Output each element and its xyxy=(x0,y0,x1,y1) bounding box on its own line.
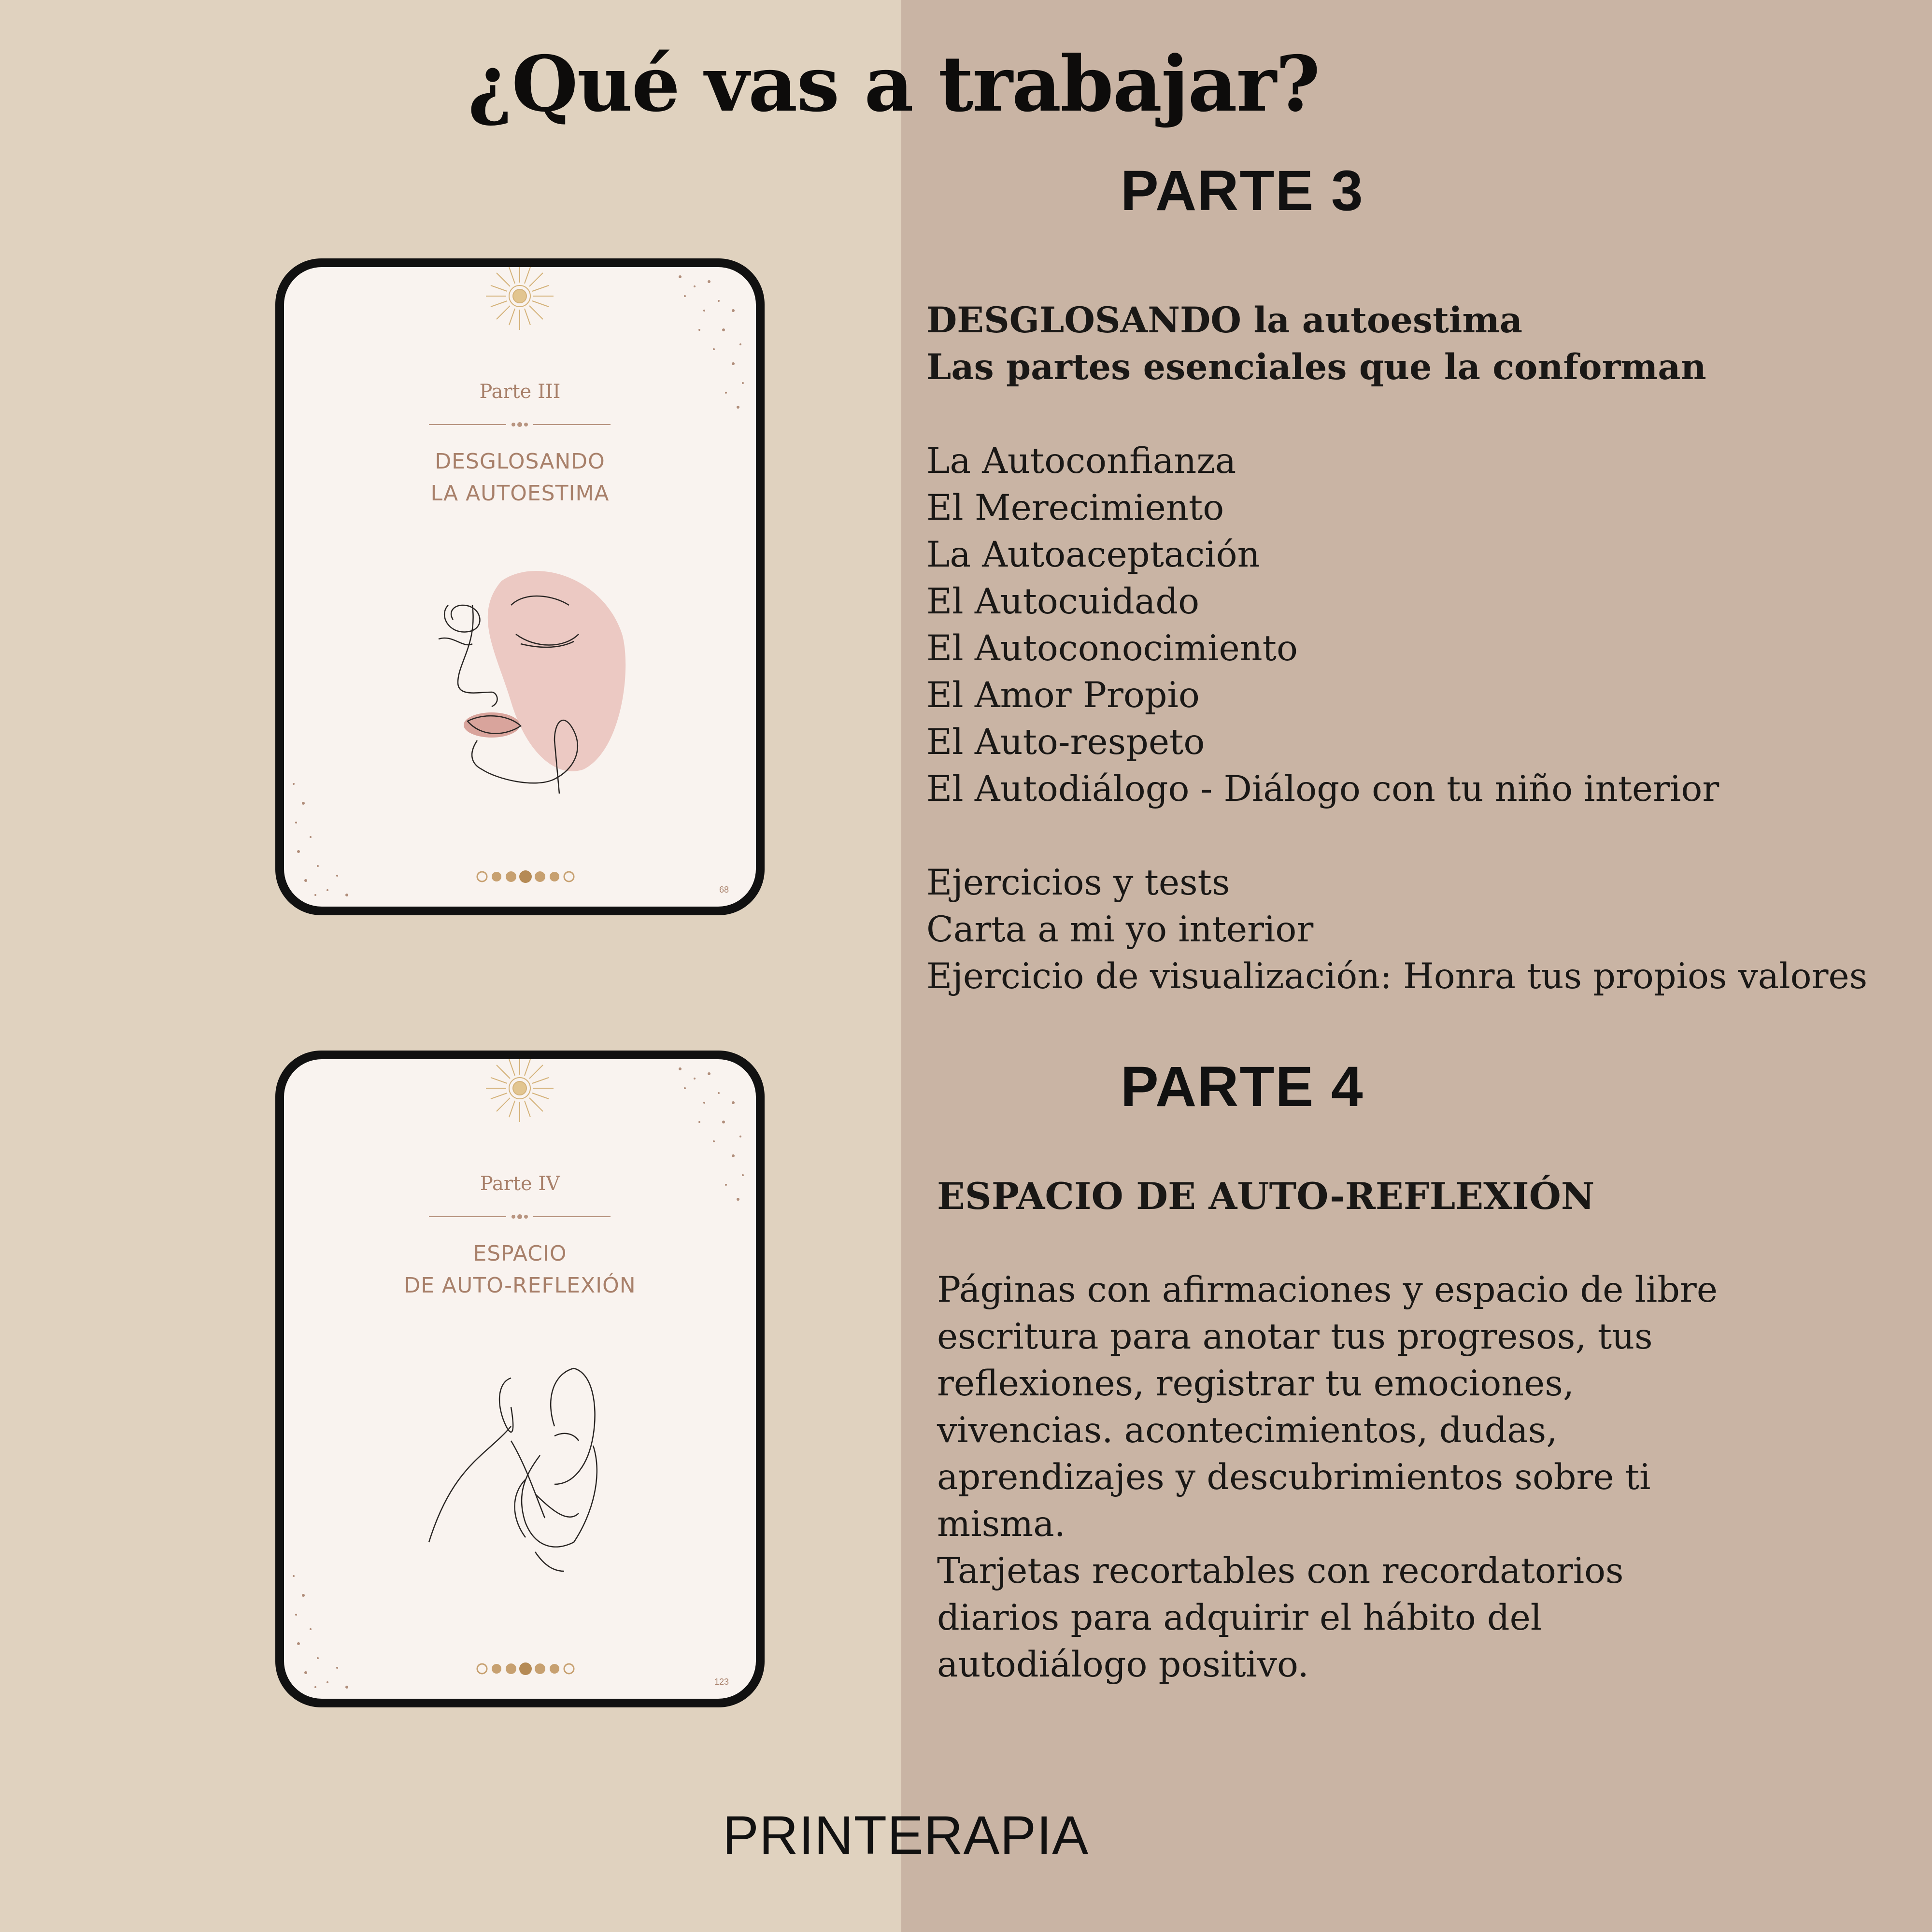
part3-description xyxy=(926,297,1917,1000)
face-line-art-icon xyxy=(439,571,625,794)
part3-extra: Carta a mi yo interior xyxy=(926,909,1314,950)
page-section-title: ESPACIO DE AUTO-REFLEXIÓN xyxy=(404,1241,636,1298)
sun-icon xyxy=(486,267,554,330)
page-decoration xyxy=(284,1059,756,1699)
part4-description-line: vivencias. acontecimientos, dudas, xyxy=(937,1410,1558,1451)
part3-topic: La Autoconfianza xyxy=(926,440,1236,482)
part4-heading: PARTE 4 xyxy=(1121,1055,1364,1119)
part3-topic: El Auto-respeto xyxy=(926,722,1205,763)
part3-topic: La Autoaceptación xyxy=(926,534,1260,575)
hand-face-line-art-icon xyxy=(429,1368,597,1571)
part3-topic: El Merecimiento xyxy=(926,487,1224,528)
part4-page-preview xyxy=(275,1051,765,1707)
page-sheet xyxy=(284,267,756,907)
part3-heading: PARTE 3 xyxy=(1121,159,1364,223)
part4-bold-line: ESPACIO DE AUTO-REFLEXIÓN xyxy=(937,1175,1595,1218)
part4-description-line: escritura para anotar tus progresos, tus xyxy=(937,1316,1653,1357)
part3-topic: El Amor Propio xyxy=(926,675,1200,716)
brand-name: PRINTERAPIA xyxy=(723,1805,1089,1865)
part3-bold-line: Las partes esenciales que la conforman xyxy=(926,346,1706,388)
part3-topic: El Autodiálogo - Diálogo con tu niño interior xyxy=(926,768,1719,810)
part3-page-preview xyxy=(275,258,765,915)
page-number: 123 xyxy=(714,1677,729,1687)
part4-description xyxy=(937,1173,1748,1688)
part4-description-line: diarios para adquirir el hábito del xyxy=(937,1597,1542,1638)
page-section-title: DESGLOSANDO LA AUTOESTIMA xyxy=(430,449,610,506)
part3-topic: El Autocuidado xyxy=(926,581,1200,622)
part4-description-line: Tarjetas recortables con recordatorios xyxy=(937,1550,1624,1591)
page-sheet xyxy=(284,1059,756,1699)
sun-icon xyxy=(486,1059,554,1122)
part4-description-line: autodiálogo positivo. xyxy=(937,1644,1309,1685)
page-decoration xyxy=(284,267,756,907)
part3-extra: Ejercicios y tests xyxy=(926,862,1230,903)
page-part-label: Parte III xyxy=(479,381,561,403)
part4-description-line: aprendizajes y descubrimientos sobre ti xyxy=(937,1457,1651,1498)
page-title: ¿Qué vas a trabajar? xyxy=(468,40,1320,129)
part3-bold-line: DESGLOSANDO la autoestima xyxy=(926,299,1523,341)
moon-phases-icon xyxy=(477,1662,574,1675)
part4-description-line: misma. xyxy=(937,1504,1065,1545)
part4-description-line: Páginas con afirmaciones y espacio de libre xyxy=(937,1269,1718,1310)
part4-description-line: reflexiones, registrar tu emociones, xyxy=(937,1363,1575,1404)
moon-phases-icon xyxy=(477,870,574,883)
part3-topic: El Autoconocimiento xyxy=(926,628,1298,669)
part3-extra: Ejercicio de visualización: Honra tus propios valores xyxy=(926,956,1868,997)
page-number: 68 xyxy=(719,885,729,895)
page-part-label: Parte IV xyxy=(480,1173,560,1195)
